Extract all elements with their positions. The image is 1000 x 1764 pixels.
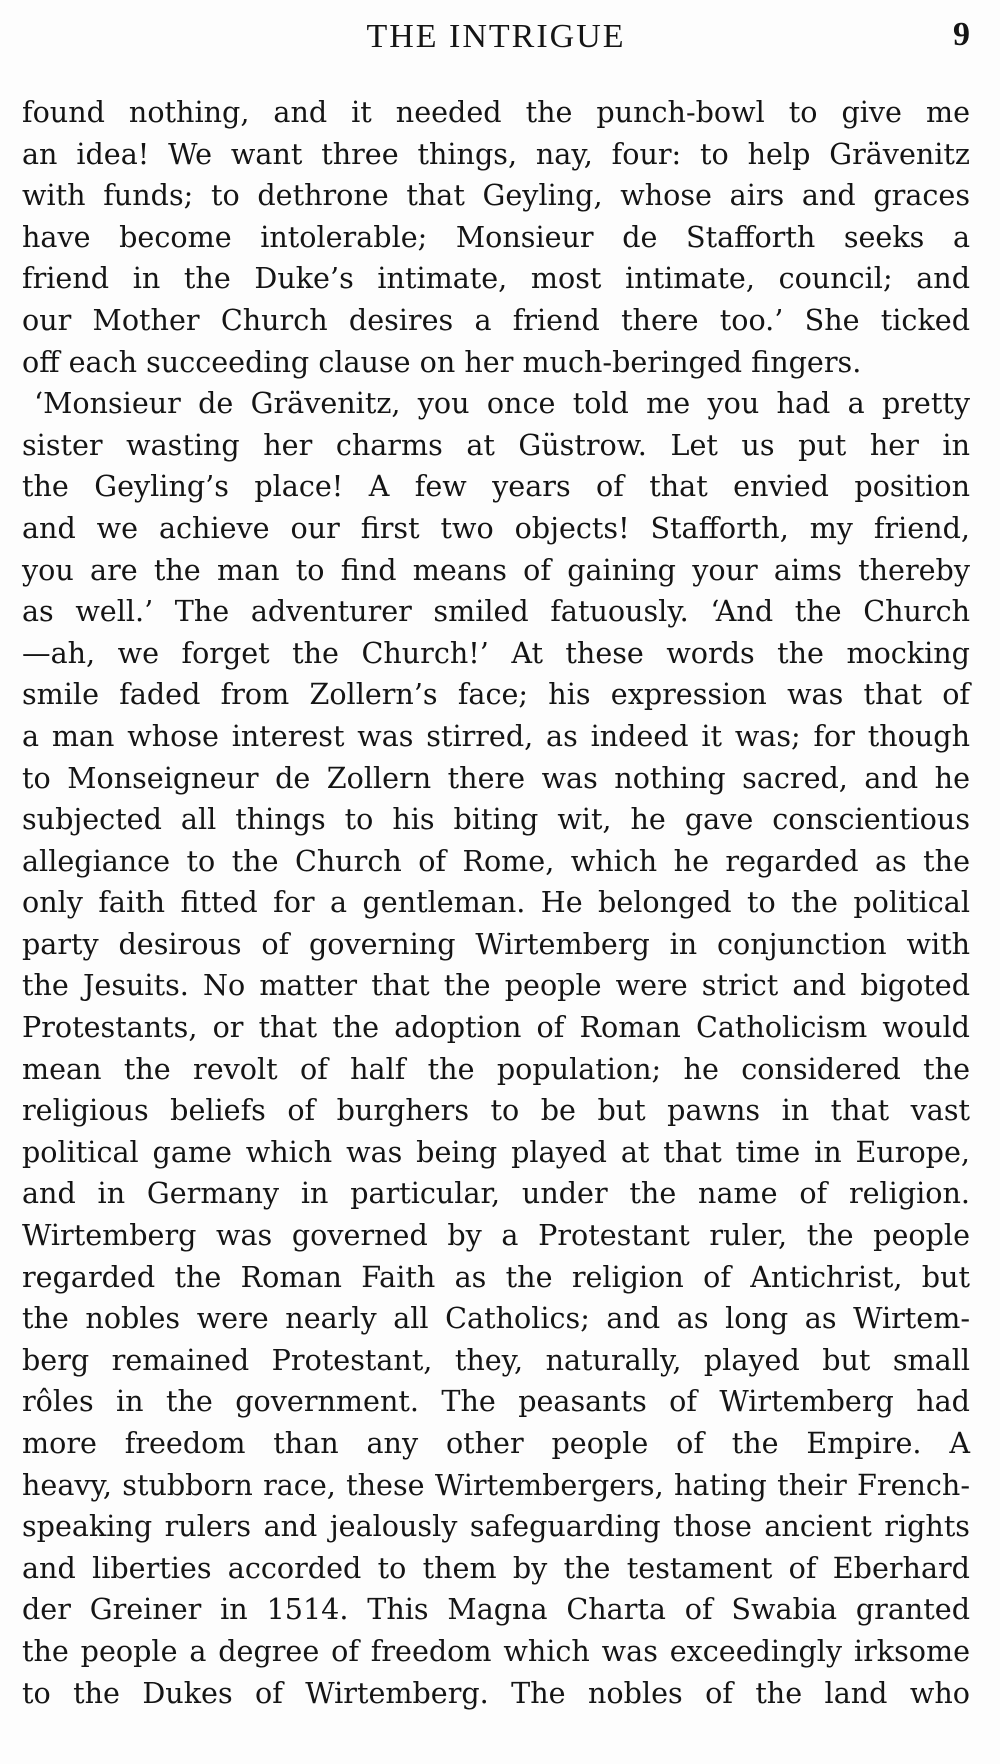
- text-line: off each succeeding clause on her much-beringed fingers.: [22, 344, 862, 379]
- text-line: Protestants, or that the adoption of Roman Catholicism would: [22, 1010, 970, 1045]
- text-line: party desirous of governing Wirtemberg in conjunction with: [22, 926, 970, 961]
- text-line: more freedom than any other people of the Empire. A: [22, 1426, 970, 1460]
- text-line: as well.’ The adventurer smiled fatuously. ‘And the Church: [22, 594, 970, 629]
- text-line: an idea! We want three things, nay, four: to help Grävenitz: [22, 136, 970, 171]
- text-line: political game which was being played at that time in Europe,: [22, 1134, 970, 1169]
- text-line: regarded the Roman Faith as the religion of Antichrist, but: [22, 1259, 970, 1294]
- text-line: you are the man to find means of gaining your aims thereby: [22, 552, 970, 587]
- text-line: friend in the Duke’s intimate, most intimate, council; and: [22, 261, 970, 296]
- text-line: with funds; to dethrone that Geyling, whose airs and graces: [22, 178, 970, 213]
- text-line: the nobles were nearly all Catholics; and as long as Wirtem-: [22, 1301, 970, 1336]
- running-header: [22, 16, 970, 60]
- text-line: and liberties accorded to them by the testament of Eberhard: [22, 1550, 970, 1585]
- text-line: the people a degree of freedom which was exceedingly irksome: [22, 1633, 970, 1668]
- text-line: found nothing, and it needed the punch-bowl to give me: [22, 95, 970, 129]
- text-line: have become intolerable; Monsieur de Stafforth seeks a: [22, 219, 970, 254]
- page-number: 9: [953, 16, 970, 53]
- text-line: sister wasting her charms at Güstrow. Let us put her in: [22, 427, 970, 462]
- text-line: to Monseigneur de Zollern there was nothing sacred, and he: [22, 760, 970, 795]
- text-line: the Jesuits. No matter that the people were strict and bigoted: [22, 968, 970, 1003]
- text-line: allegiance to the Church of Rome, which he regarded as the: [22, 843, 970, 878]
- body-text: [22, 92, 970, 1714]
- text-line: to the Dukes of Wirtemberg. The nobles of the land who: [22, 1675, 970, 1710]
- text-line: ‘Monsieur de Grävenitz, you once told me you had a pretty: [34, 386, 970, 421]
- text-line: smile faded from Zollern’s face; his expression was that of: [22, 677, 970, 712]
- text-line: and in Germany in particular, under the name of religion.: [22, 1176, 970, 1211]
- text-line: —ah, we forget the Church!’ At these words the mocking: [22, 635, 970, 670]
- text-line: speaking rulers and jealously safeguarding those ancient rights: [22, 1509, 970, 1544]
- text-line: only faith fitted for a gentleman. He belonged to the political: [22, 885, 970, 920]
- text-line: mean the revolt of half the population; he considered the: [22, 1051, 970, 1086]
- text-line: der Greiner in 1514. This Magna Charta of Swabia granted: [22, 1592, 970, 1627]
- text-line: our Mother Church desires a friend there too.’ She ticked: [22, 302, 970, 337]
- text-line: subjected all things to his biting wit, he gave conscientious: [22, 802, 970, 837]
- text-line: rôles in the government. The peasants of Wirtemberg had: [22, 1384, 970, 1419]
- text-line: religious beliefs of burghers to be but pawns in that vast: [22, 1093, 970, 1128]
- text-line: the Geyling’s place! A few years of that envied position: [22, 469, 970, 504]
- text-line: and we achieve our first two objects! Stafforth, my friend,: [22, 510, 970, 545]
- text-line: Wirtemberg was governed by a Protestant ruler, the people: [22, 1218, 970, 1253]
- text-line: heavy, stubborn race, these Wirtembergers, hating their French-: [22, 1467, 970, 1502]
- text-line: berg remained Protestant, they, naturally, played but small: [22, 1342, 970, 1377]
- text-line: a man whose interest was stirred, as indeed it was; for though: [22, 718, 970, 753]
- chapter-title: THE INTRIGUE: [366, 18, 626, 55]
